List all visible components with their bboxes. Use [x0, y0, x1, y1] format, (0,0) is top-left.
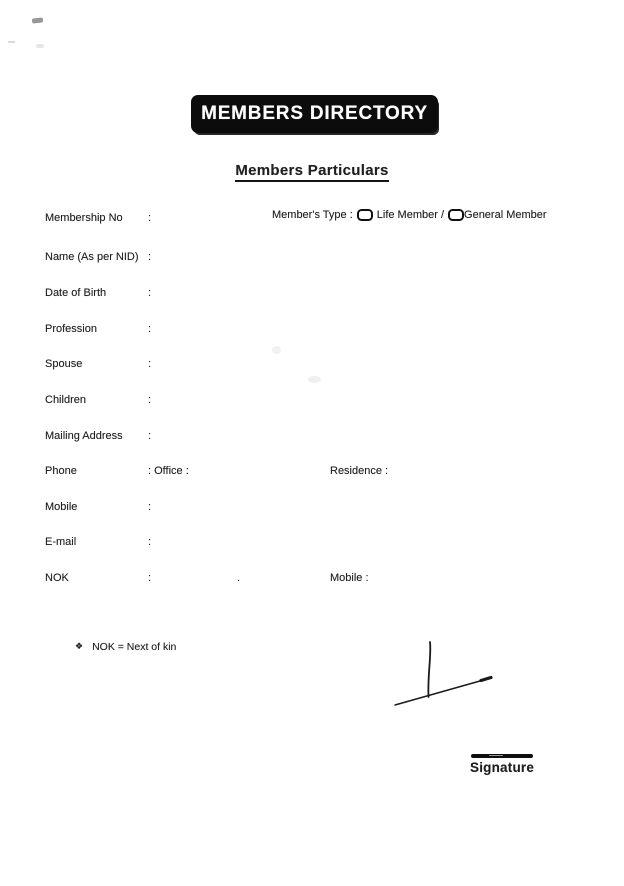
scan-artifact: [36, 44, 44, 48]
field-colon: :: [148, 287, 152, 299]
field-label: Phone: [45, 465, 77, 477]
form-row-profession: [45, 322, 605, 338]
field-label: Spouse: [45, 358, 83, 370]
field-colon: :: [148, 430, 152, 442]
section-title-wrap: [0, 162, 624, 182]
field-colon: :: [148, 572, 152, 584]
general-member-label: General Member: [464, 209, 547, 221]
life-member-label: Life Member /: [376, 209, 445, 221]
scan-artifact: [272, 346, 281, 354]
member-type-label: Member's Type :: [272, 209, 353, 221]
form-row-date-of-birth: [45, 286, 605, 302]
nok-note: [75, 641, 176, 653]
form-row-phone: [45, 464, 605, 480]
signature-line: [471, 754, 533, 758]
field-colon: :: [148, 323, 152, 335]
form-row-membership-no: [45, 211, 605, 227]
field-label: Membership No: [45, 212, 123, 224]
field-label: Mailing Address: [45, 430, 123, 442]
section-title: Members Particulars: [235, 162, 388, 182]
banner-title: MEMBERS DIRECTORY: [201, 103, 428, 124]
field-label: Profession: [45, 323, 97, 335]
title-banner: [191, 95, 438, 133]
field-colon: :: [148, 212, 152, 224]
life-member-checkbox[interactable]: [357, 209, 373, 221]
field-label: Mobile: [45, 501, 78, 513]
form-row-spouse: [45, 357, 605, 373]
diamond-bullet-icon: ❖: [75, 641, 84, 651]
field-colon: :: [148, 394, 152, 406]
nok-note-text: NOK = Next of kin: [92, 641, 177, 653]
member-type-group: [272, 208, 547, 222]
field-colon: :: [148, 358, 152, 370]
field-nok-mobile-label: Mobile :: [330, 572, 369, 584]
field-label: E-mail: [45, 536, 77, 548]
form-row-email: [45, 535, 605, 551]
field-office-label: : Office :: [148, 465, 189, 477]
field-label: NOK: [45, 572, 69, 584]
stray-dot: .: [237, 572, 241, 584]
scan-artifact: [32, 17, 43, 23]
signature-label: Signature: [470, 760, 535, 775]
handwritten-signature-mark: [388, 634, 503, 719]
form-row-mailing-address: [45, 429, 605, 445]
form-row-nok: [45, 571, 605, 587]
field-label: Children: [45, 394, 86, 406]
form-row-children: [45, 393, 605, 409]
field-label: Name (As per NID): [45, 251, 139, 263]
scan-artifact: [8, 41, 15, 43]
form-row-mobile: [45, 500, 605, 516]
field-colon: :: [148, 251, 152, 263]
scan-artifact: [308, 376, 321, 383]
field-residence-label: Residence :: [330, 465, 389, 477]
field-label: Date of Birth: [45, 287, 107, 299]
field-colon: :: [148, 536, 152, 548]
form-row-name: [45, 250, 605, 266]
general-member-checkbox[interactable]: [448, 209, 464, 221]
field-colon: :: [148, 501, 152, 513]
